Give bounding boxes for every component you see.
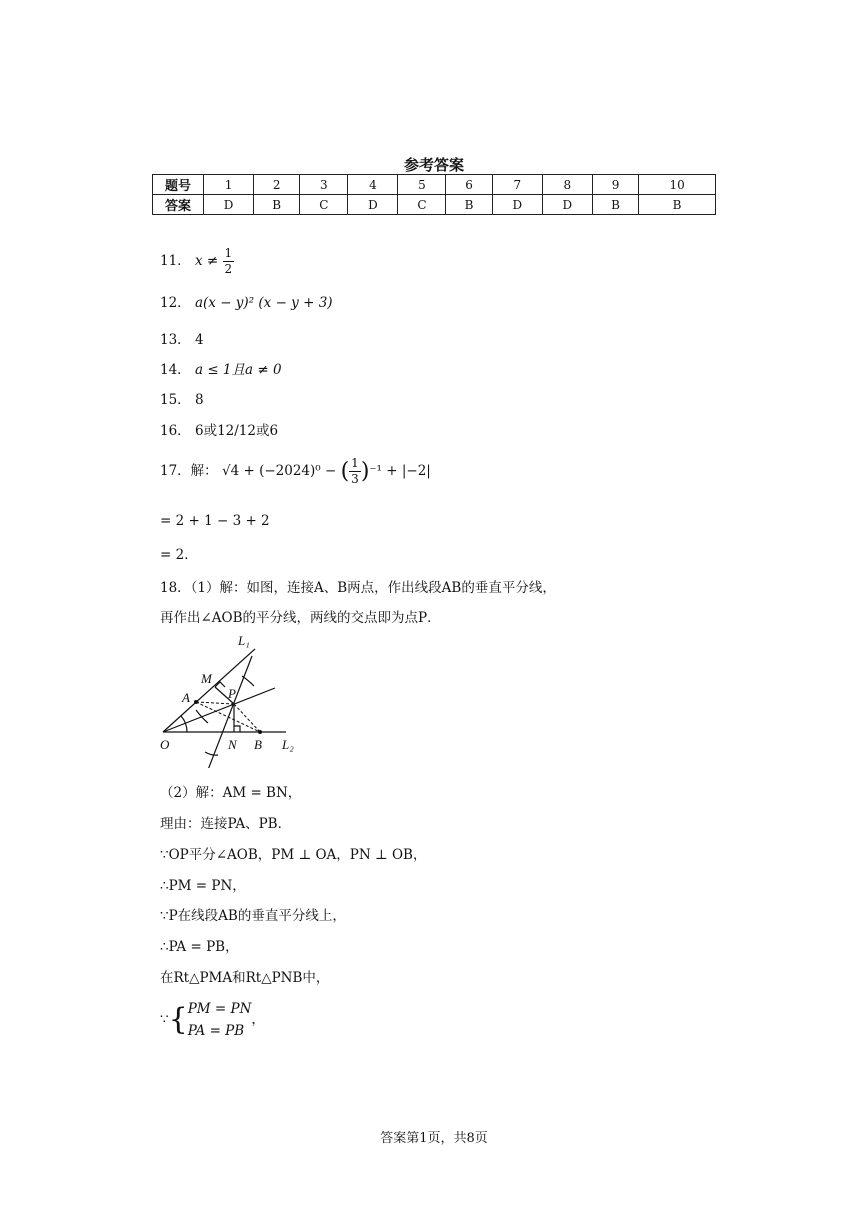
table-cell: D xyxy=(204,195,254,215)
answer-12-text: a(x − y)² (x − y + 3) xyxy=(194,295,333,311)
question-number: 15． xyxy=(160,392,191,408)
question-number: 13． xyxy=(160,332,191,348)
label-p: P xyxy=(228,686,236,701)
answer-18-part2-line7: 在Rt△PMA和Rt△PNB中， xyxy=(160,970,330,986)
label-l1: L₁ xyxy=(238,633,250,648)
table-cell: 2 xyxy=(254,175,300,195)
table-cell: B xyxy=(639,195,716,215)
table-cell: 10 xyxy=(639,175,716,195)
answer-13 xyxy=(160,328,204,348)
answer-17: 17．解： √4 + (−2024)⁰ − ( $\frac{1}{3}$ )⁻¹ + |−2| xyxy=(160,456,431,486)
page-footer: 答案第1页，共8页 xyxy=(380,1131,488,1146)
because-symbol: ∵ xyxy=(160,1011,169,1028)
table-cell: 3 xyxy=(300,175,348,195)
page-title: 参考答案 xyxy=(403,156,464,174)
geometry-figure xyxy=(150,628,310,768)
answer-13-text: 4 xyxy=(194,332,204,348)
table-cell: B xyxy=(446,195,492,215)
answer-17-step1: = 2 + 1 − 3 + 2 xyxy=(160,513,270,529)
fraction-denominator: 3 xyxy=(351,472,359,486)
table-cell: 1 xyxy=(204,175,254,195)
table-header-cell: 答案 xyxy=(153,195,204,215)
point-b xyxy=(258,730,262,734)
arc-mark xyxy=(196,710,208,723)
equation-system: ∵{ PM = PN PA = PB ， xyxy=(160,998,265,1042)
answer-18-part1-line2: 再作出∠AOB的平分线，两线的交点即为点P． xyxy=(160,610,441,626)
fraction xyxy=(223,246,235,277)
answer-18-part2-line4: ∴PM = PN， xyxy=(160,878,246,894)
table-row-answers xyxy=(153,195,716,215)
answer-12 xyxy=(160,291,333,311)
label-o: O xyxy=(160,737,170,752)
fraction-numerator: 1 xyxy=(351,456,359,470)
answer-table xyxy=(152,174,716,215)
answer-14 xyxy=(160,358,282,378)
question-number: 12． xyxy=(160,295,191,311)
ray-l1 xyxy=(163,649,255,732)
label-n: N xyxy=(228,737,237,752)
label-b: B xyxy=(254,737,262,752)
answer-14-text: a ≤ 1且a ≠ 0 xyxy=(194,362,282,378)
table-cell: 8 xyxy=(542,175,592,195)
table-cell: 6 xyxy=(446,175,492,195)
table-row-numbers xyxy=(153,175,716,195)
answer-18-part2-line1: （2）解：AM = BN， xyxy=(160,785,302,801)
question-number: 16． xyxy=(160,423,191,439)
answer-18-part2-line5: ∵P在线段AB的垂直平分线上， xyxy=(160,908,346,924)
point-a xyxy=(194,700,198,704)
question-number: 11． xyxy=(160,253,191,269)
answer-18-part2-line6: ∴PA = PB， xyxy=(160,939,239,955)
table-cell: D xyxy=(542,195,592,215)
arc-mark xyxy=(205,752,218,755)
answer-11 xyxy=(160,246,234,277)
system-eq-2: PA = PB xyxy=(187,1023,245,1039)
answer-17-expr-b: ⁻¹ + |−2| xyxy=(369,463,431,479)
answer-15 xyxy=(160,388,204,408)
dashed-pa xyxy=(196,702,234,704)
dashed-pb xyxy=(234,704,260,732)
table-cell: 5 xyxy=(398,175,446,195)
fraction-denominator: 2 xyxy=(224,262,233,276)
answer-18-part1-line1: 18．（1）解：如图，连接A、B两点，作出线段AB的垂直平分线， xyxy=(160,580,556,596)
answer-17-step2: = 2． xyxy=(160,547,198,563)
right-angle-mark-n xyxy=(234,726,240,732)
table-cell: B xyxy=(254,195,300,215)
system-eq-1: PM = PN xyxy=(187,1001,252,1017)
fraction-numerator: 1 xyxy=(224,246,233,260)
table-cell: D xyxy=(348,195,398,215)
system-suffix: ， xyxy=(251,1011,265,1028)
label-m: M xyxy=(201,671,212,686)
table-header-cell: 题号 xyxy=(153,175,204,195)
table-cell: 7 xyxy=(492,175,542,195)
answer-18-part2-line3: ∵OP平分∠AOB，PM ⊥ OA，PN ⊥ OB， xyxy=(160,847,427,863)
system-equations xyxy=(188,998,252,1042)
question-number: 17．解： xyxy=(160,463,218,479)
answer-11-lhs: x ≠ xyxy=(194,253,223,269)
label-a: A xyxy=(182,690,190,705)
table-cell: 4 xyxy=(348,175,398,195)
answer-18-part2-line2: 理由：连接PA、PB． xyxy=(160,816,292,832)
table-cell: C xyxy=(300,195,348,215)
table-cell: D xyxy=(492,195,542,215)
arc-mark xyxy=(242,676,254,686)
fraction xyxy=(349,456,361,487)
table-cell: B xyxy=(592,195,638,215)
answer-16-text: 6或12/12或6 xyxy=(194,423,279,439)
angle-bisector xyxy=(163,688,275,732)
table-cell: C xyxy=(398,195,446,215)
answer-17-expr-a: √4 + (−2024)⁰ − xyxy=(221,463,341,479)
answer-15-text: 8 xyxy=(194,392,204,408)
question-number: 14． xyxy=(160,362,191,378)
answer-16 xyxy=(160,419,278,439)
label-l2: L₂ xyxy=(282,737,294,752)
table-cell: 9 xyxy=(592,175,638,195)
